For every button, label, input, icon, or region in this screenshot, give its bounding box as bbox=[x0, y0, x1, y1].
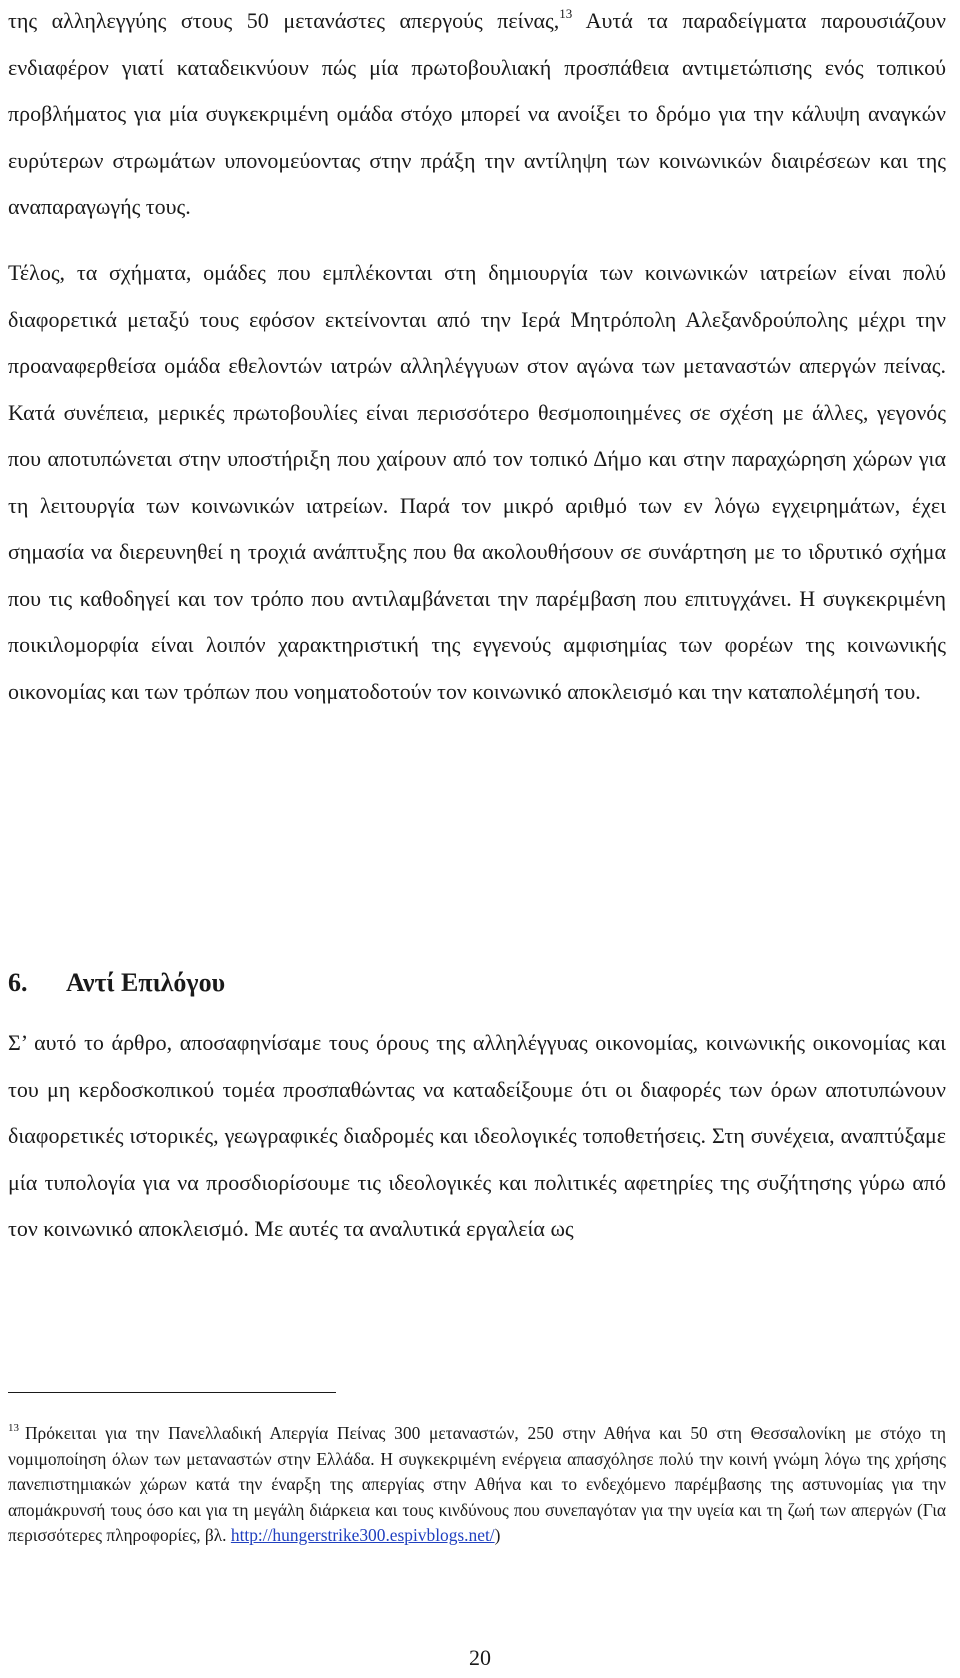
paragraph-text: Αυτά τα παραδείγματα παρουσιάζουν ενδιαφέρον γιατί καταδεικνύουν πώς μία πρωτοβουλιακή προσπάθεια αντιμετώπισης ενός τοπικού προβλήματος για μία συγκεκριμένη ομάδα στόχο μπορεί να ανοίξει το δρόμο για την κάλυψη αναγκών ευρύτερων στρωμάτων υπονομεύοντας στην πράξη την αντίληψη των κοινωνικών διαιρέσεων και της αναπαραγωγής τους. bbox=[8, 8, 946, 219]
paragraph: Σ’ αυτό το άρθρο, αποσαφηνίσαμε τους όρους της αλληλέγγυας οικονομίας, κοινωνικής οικονομίας και του μη κερδοσκοπικού τομέα προσπαθώντας να καταδείξουμε ότι οι διαφορές των όρων αποτυπώνουν διαφορετικές ιστορικές, γεωγραφικές διαδρομές και ιδεολογικές τοποθετήσεις. Στη συνέχεια, αναπτύξαμε μία τυπολογία για να προσδιορίσουμε τις ιδεολογικές και πολιτικές αφετηρίες της συζήτησης γύρω από τον κοινωνικό αποκλεισμό. Με αυτές τα αναλυτικά εργαλεία ως bbox=[8, 1030, 946, 1241]
paragraph-text: της αλληλεγγύης στους 50 μετανάστες απεργούς πείνας, bbox=[8, 8, 560, 33]
footnote-separator bbox=[8, 1392, 336, 1393]
section-title: Αντί Επιλόγου bbox=[66, 968, 226, 997]
section-number: 6. bbox=[8, 968, 28, 997]
footnote bbox=[8, 1421, 946, 1549]
page-number: 20 bbox=[469, 1645, 491, 1670]
footnote-closing: ) bbox=[494, 1525, 501, 1545]
section-heading bbox=[8, 968, 225, 998]
footnote-text: Πρόκειται για την Πανελλαδική Απεργία Πείνας 300 μεταναστών, 250 στην Αθήνα και 50 στη Θεσσαλονίκη με στόχο τη νομιμοποίηση όλων των μεταναστών στην Ελλάδα. Η συγκεκριμένη ενέργεια απασχόλησε πολύ την κοινή γνώμη λόγω της χρήσης πανεπιστημιακών χώρων κατά την έναρξη της απεργίας στην Αθήνα και το ενδεχόμενο παρέμβασης της αστυνομίας για την απομάκρυνσή τους όσο και για τη μεγάλη διάρκεια και τους κινδύνους που συνεπαγόταν για την υγεία και τη ζωή των απεργών (Για περισσότερες πληροφορίες, βλ. bbox=[8, 1423, 946, 1545]
footnote-marker: 13 bbox=[8, 1422, 19, 1434]
footnote-link[interactable]: http://hungerstrike300.espivblogs.net/ bbox=[230, 1525, 495, 1545]
footnote-reference[interactable]: 13 bbox=[559, 6, 573, 21]
paragraph-continuation bbox=[8, 0, 946, 231]
paragraph: Τέλος, τα σχήματα, ομάδες που εμπλέκονται στη δημιουργία των κοινωνικών ιατρείων είναι πολύ διαφορετικά μεταξύ τους εφόσον εκτείνονται από την Ιερά Μητρόπολη Αλεξανδρούπολης μέχρι την προαναφερθείσα ομάδα εθελοντών ιατρών αλληλέγγυων στον αγώνα των μεταναστών απεργών πείνας. Κατά συνέπεια, μερικές πρωτοβουλίες είναι περισσότερο θεσμοποιημένες σε σχέση με άλλες, γεγονός που αποτυπώνεται στην υποστήριξη που χαίρουν από τον τοπικό Δήμο και στην παραχώρηση χώρων για τη λειτουργία των κοινωνικών ιατρείων. Παρά τον μικρό αριθμό των εν λόγω εγχειρημάτων, έχει σημασία να διερευνηθεί η τροχιά ανάπτυξης που θα ακολουθήσουν σε συνάρτηση με το ιδρυτικό σχήμα που τις καθοδηγεί και τον τρόπο που αντιλαμβάνεται την παρέμβαση που επιτυγχάνει. Η συγκεκριμένη ποικιλομορφία είναι λοιπόν χαρακτηριστική της εγγενούς αμφισημίας των φορέων της κοινωνικής οικονομίας και των τρόπων που νοηματοδοτούν τον κοινωνικό αποκλεισμό και την καταπολέμησή του. bbox=[8, 260, 946, 704]
